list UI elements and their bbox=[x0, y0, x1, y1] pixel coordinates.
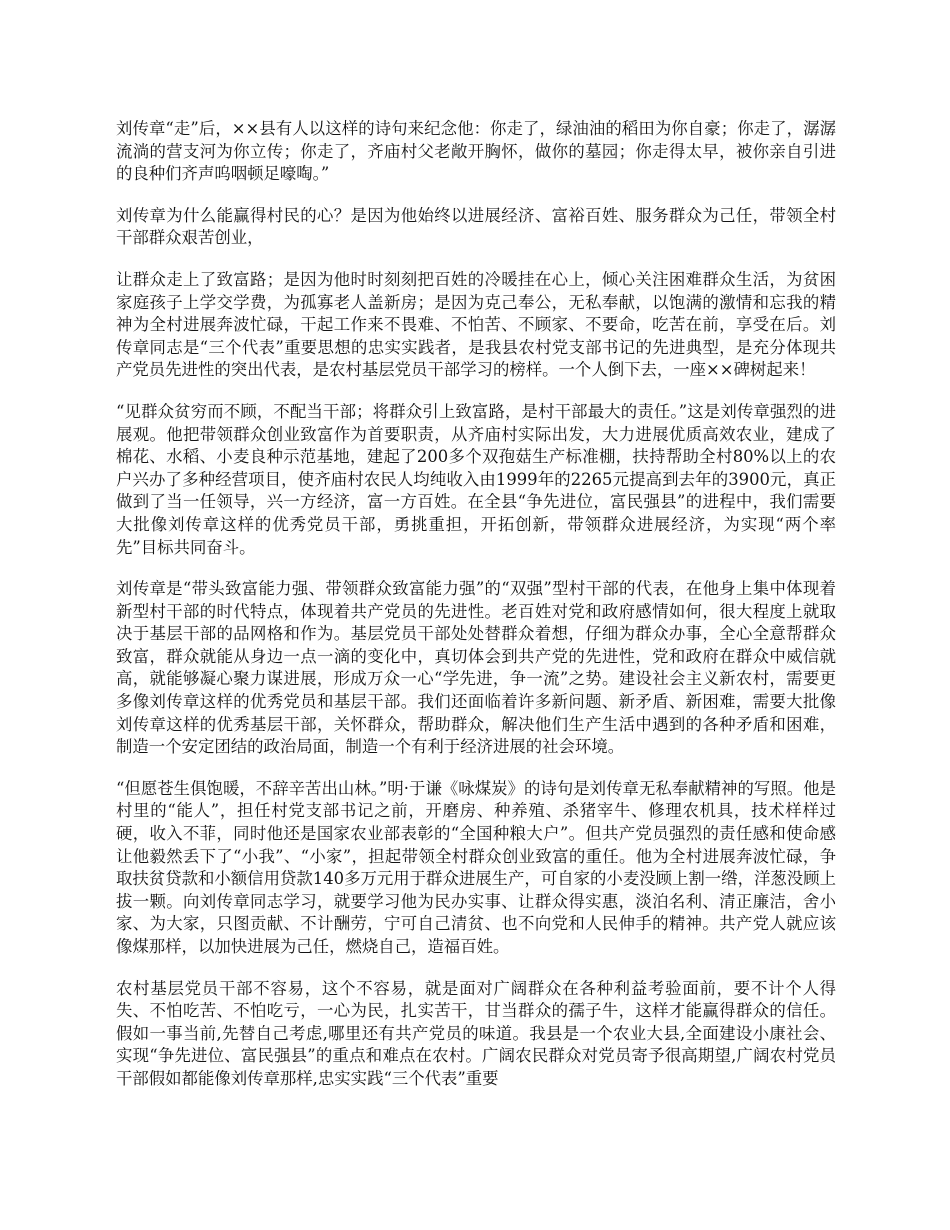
paragraph-4: “见群众贫穷而不顾，不配当干部；将群众引上致富路，是村干部最大的责任。”这是刘传章强烈的进展观。他把带领群众创业致富作为首要职责，从齐庙村实际出发，大力进展优质高效农业，建成了棉花、水稻、小麦良种示范基地，建起了200多个双孢菇生产标准棚，扶持帮助全村80%以上的农户兴办了多种经营项目，使齐庙村农民人均纯收入由1999年的2265元提高到去年的3900元，真正做到了当一任领导，兴一方经济，富一方百姓。在全县“争先进位，富民强县”的进程中，我们需要大批像刘传章这样的优秀党员干部，勇挑重担，开拓创新，带领群众进展经济，为实现“两个率先”目标共同奋斗。 bbox=[116, 401, 836, 557]
paragraph-2: 刘传章为什么能赢得村民的心？是因为他始终以进展经济、富裕百姓、服务群众为己任，带领全村干部群众艰苦创业， bbox=[116, 205, 836, 248]
paragraph-6: “但愿苍生俱饱暖，不辞辛苦出山林。”明·于谦《咏煤炭》的诗句是刘传章无私奉献精神的写照。他是村里的“能人”，担任村党支部书记之前，开磨房、种养殖、杀猪宰牛、修理农机具，技术样样过硬，收入不菲，同时他还是国家农业部表彰的“全国种粮大户”。但共产党员强烈的责任感和使命感让他毅然丢下了“小我”、“小家”，担起带领全村群众创业致富的重任。他为全村进展奔波忙碌，争取扶贫贷款和小额信用贷款140多万元用于群众进展生产，可自家的小麦没顾上割一绺，洋葱没顾上拔一颗。向刘传章同志学习，就要学习他为民办实事、让群众得实惠，淡泊名利、清正廉洁，舍小家、为大家，只图贡献、不计酬劳，宁可自己清贫、也不向党和人民伸手的精神。共产党人就应该像煤那样，以加快进展为己任，燃烧自己，造福百姓。 bbox=[116, 778, 836, 956]
paragraph-1: 刘传章“走”后，××县有人以这样的诗句来纪念他：你走了，绿油油的稻田为你自豪；你走了，潺潺流淌的营支河为你立传；你走了，齐庙村父老敞开胸怀，做你的墓园；你走得太早，被你亲自引进的良种们齐声呜咽顿足嚎啕。” bbox=[116, 119, 836, 184]
paragraph-5: 刘传章是“带头致富能力强、带领群众致富能力强”的“双强”型村干部的代表，在他身上集中体现着新型村干部的时代特点，体现着共产党员的先进性。老百姓对党和政府感情如何，很大程度上就取决于基层干部的品网格和作为。基层党员干部处处替群众着想，仔细为群众办事，全心全意帮群众致富，群众就能从身边一点一滴的变化中，真切体会到共产党的先进性，党和政府在群众中威信就高，就能够凝心聚力谋进展，形成万众一心“学先进，争一流”之势。建设社会主义新农村，需要更多像刘传章这样的优秀党员和基层干部。我们还面临着许多新问题、新矛盾、新困难，需要大批像刘传章这样的优秀基层干部，关怀群众，帮助群众，解决他们生产生活中遇到的各种矛盾和困难，制造一个安定团结的政治局面，制造一个有利于经济进展的社会环境。 bbox=[116, 579, 836, 757]
paragraph-7: 农村基层党员干部不容易，这个不容易，就是面对广阔群众在各种利益考验面前，要不计个人得失、不怕吃苦、不怕吃亏，一心为民，扎实苦干，甘当群众的孺子牛，这样才能赢得群众的信任。假如一事当前,先替自己考虑,哪里还有共产党员的味道。我县是一个农业大县,全面建设小康社会、实现“争先进位、富民强县”的重点和难点在农村。广阔农民群众对党员寄予很高期望,广阔农村党员干部假如都能像刘传章那样,忠实实践“三个代表”重要 bbox=[116, 978, 836, 1088]
paragraph-3: 让群众走上了致富路；是因为他时时刻刻把百姓的冷暖挂在心上，倾心关注困难群众生活，为贫困家庭孩子上学交学费，为孤寡老人盖新房；是因为克己奉公，无私奉献，以饱满的激情和忘我的精神为全村进展奔波忙碌，干起工作来不畏难、不怕苦、不顾家、不要命，吃苦在前，享受在后。刘传章同志是“三个代表”重要思想的忠实实践者，是我县农村党支部书记的先进典型，是充分体现共产党员先进性的突出代表，是农村基层党员干部学习的榜样。一个人倒下去，一座××碑树起来！ bbox=[116, 269, 836, 380]
document-page bbox=[116, 118, 836, 1110]
